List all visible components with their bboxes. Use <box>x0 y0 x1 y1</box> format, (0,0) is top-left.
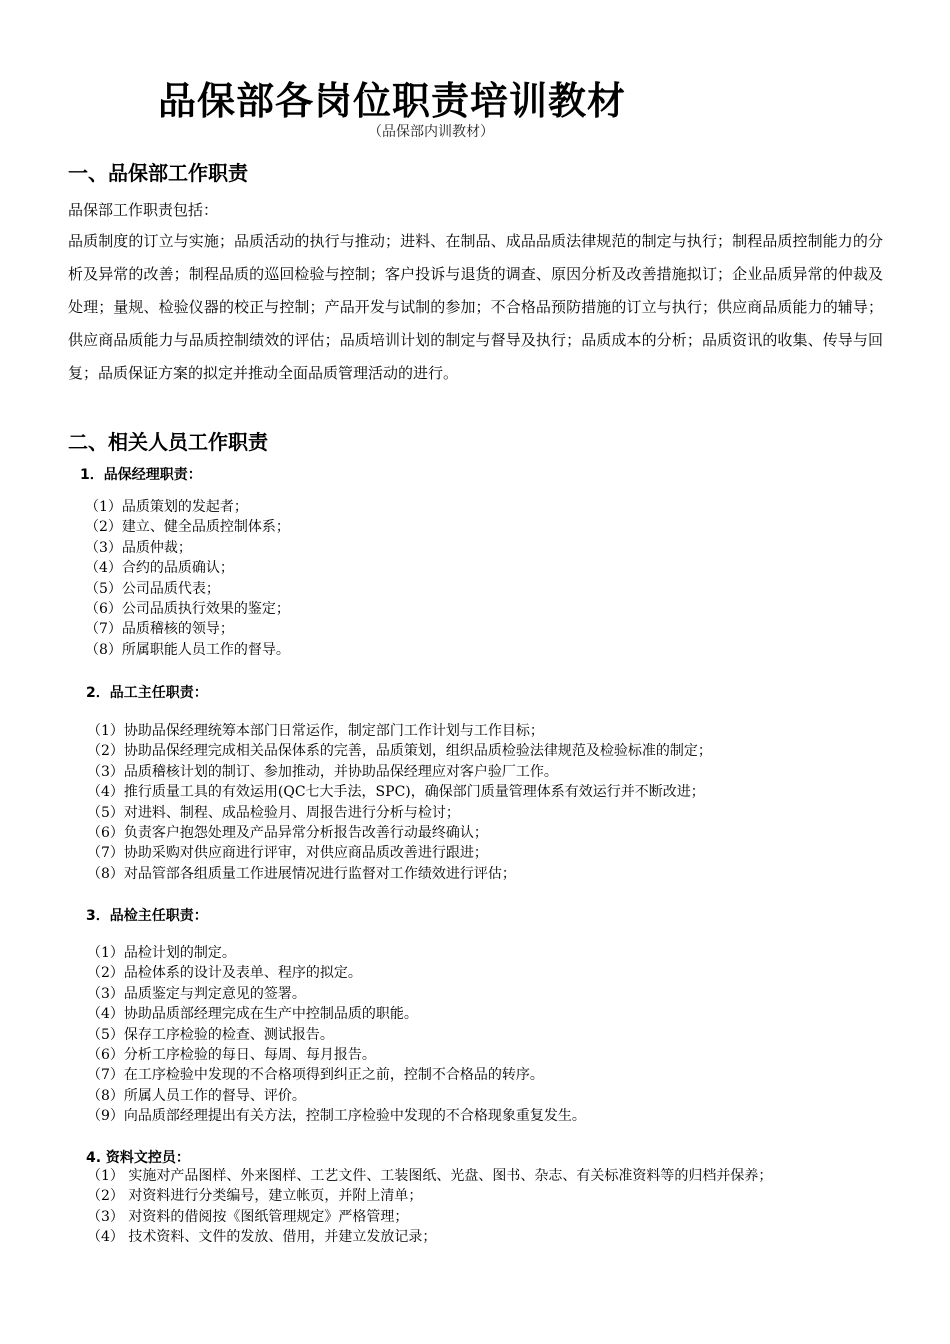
list-item: （9）向品质部经理提出有关方法，控制工序检验中发现的不合格现象重复发生。 <box>87 1108 586 1125</box>
list-item: （8）所属人员工作的督导、评价。 <box>87 1087 306 1104</box>
list-item: （1）品质策划的发起者； <box>85 499 248 515</box>
list-item: （2）协助品保经理完成相关品保体系的完善，品质策划，组织品质检验法律规范及检验标准的制定； <box>87 743 712 760</box>
role3-heading: 3．品检主任职责： <box>86 908 208 924</box>
list-item: （4）协助品质部经理完成在生产中控制品质的职能。 <box>87 1006 418 1023</box>
role2-heading: 2．品工主任职责： <box>86 685 208 701</box>
list-item: （7）在工序检验中发现的不合格项得到纠正之前，控制不合格品的转序。 <box>87 1067 544 1084</box>
list-item: （7）品质稽核的领导； <box>85 621 234 638</box>
role1-list <box>85 497 290 660</box>
list-item: （5）公司品质代表； <box>85 580 220 597</box>
list-item: （6）分析工序检验的每日、每周、每月报告。 <box>87 1047 376 1064</box>
list-item: （1） 实施对产品图样、外来图样、工艺文件、工装图纸、光盘、图书、杂志、有关标准资料等的归档并保养； <box>87 1168 773 1184</box>
list-item: （2） 对资料进行分类编号，建立帐页，并附上清单； <box>87 1188 423 1205</box>
list-item: （2）品检体系的设计及表单、程序的拟定。 <box>87 965 362 982</box>
section1-heading: 一、品保部工作职责 <box>68 161 248 185</box>
list-item: （3）品质稽核计划的制订、参加推动，并协助品保经理应对客户验厂工作。 <box>87 763 558 780</box>
list-item: （6）公司品质执行效果的鉴定； <box>85 601 290 618</box>
list-item: （6）负责客户抱怨处理及产品异常分析报告改善行动最终确认； <box>87 825 488 842</box>
list-item: （5）对进料、制程、成品检验月、周报告进行分析与检讨； <box>87 804 460 821</box>
section2-heading: 二、相关人员工作职责 <box>68 430 268 454</box>
section1-body: 品质制度的订立与实施；品质活动的执行与推动；进料、在制品、成品品质法律规范的制定与执行；制程品质控制能力的分析及异常的改善；制程品质的巡回检验与控制；客户投诉与退货的调查、原因分析及改善措施拟订；企业品质异常的仲裁及处理；量规、检验仪器的校正与控制；产品开发与试制的参加；不合格品预防措施的订立与执行；供应商品质能力的辅导；供应商品质能力与品质控制绩效的评估；品质培训计划的制定与督导及执行；品质成本的分析；品质资讯的收集、传导与回复；品质保证方案的拟定并推动全面品质管理活动的进行。 <box>68 232 883 382</box>
role2-list <box>87 721 712 884</box>
list-item: （1）品检计划的制定。 <box>87 945 236 961</box>
role1-heading: 1．品保经理职责： <box>80 467 202 483</box>
list-item: （8）对品管部各组质量工作进展情况进行监督对工作绩效进行评估； <box>87 865 516 882</box>
list-item: （5）保存工序检验的检查、测试报告。 <box>87 1026 334 1043</box>
list-item: （3） 对资料的借阅按《图纸管理规定》严格管理； <box>87 1208 409 1225</box>
list-item: （4）推行质量工具的有效运用(QC七大手法，SPC)，确保部门质量管理体系有效运行并不断改进； <box>87 784 705 801</box>
list-item: （3）品质鉴定与判定意见的签署。 <box>87 985 306 1002</box>
document-subtitle: （品保部内训教材） <box>368 124 494 140</box>
list-item: （3）品质仲裁； <box>85 539 192 556</box>
list-item: （7）协助采购对供应商进行评审，对供应商品质改善进行跟进； <box>87 845 488 862</box>
role4-list <box>87 1166 927 1248</box>
list-item: （1）协助品保经理统筹本部门日常运作，制定部门工作计划与工作目标； <box>87 723 544 739</box>
list-item: （2）建立、健全品质控制体系； <box>85 519 290 536</box>
role3-list <box>87 943 586 1127</box>
list-item: （4） 技术资料、文件的发放、借用，并建立发放记录； <box>87 1229 437 1246</box>
list-item: （8）所属职能人员工作的督导。 <box>85 641 290 658</box>
document-title: 品保部各岗位职责培训教材 <box>158 79 627 123</box>
list-item: （4）合约的品质确认； <box>85 560 234 577</box>
section1-intro: 品保部工作职责包括： <box>68 201 219 219</box>
role4-heading: 4. 资料文控员： <box>86 1150 190 1166</box>
